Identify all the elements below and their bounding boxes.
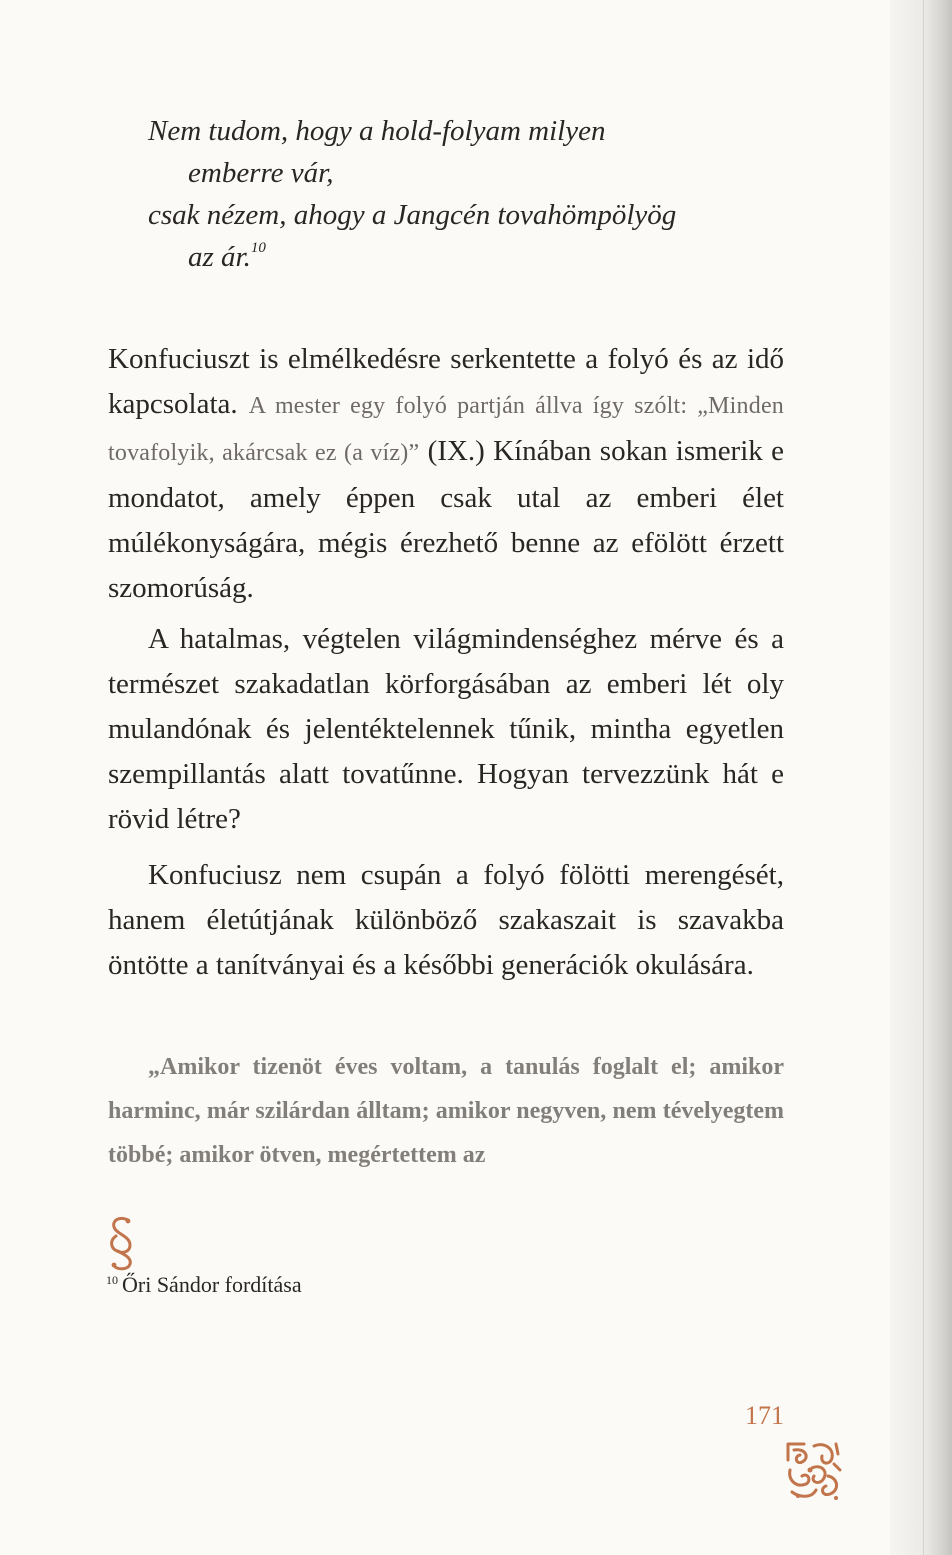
section-sign-icon xyxy=(104,1214,140,1272)
page-number: 171 xyxy=(745,1401,784,1430)
footnote-number: 10 xyxy=(106,1273,118,1287)
footnote xyxy=(106,1272,302,1298)
page-edge xyxy=(890,0,952,1555)
paragraph-1-text xyxy=(108,337,784,611)
paragraph-1-quote: A mester egy folyó partján állva így szólt: „Minden tovafolyik, akárcsak ez (a víz)” xyxy=(108,393,785,466)
poem-line-4 xyxy=(148,236,788,278)
poem-footnote-ref: 10 xyxy=(250,240,266,256)
paragraph-3 xyxy=(108,853,784,988)
floral-ornament-icon xyxy=(784,1440,842,1502)
paragraph-1-end: (IX.) Kínában sokan ismerik e mondatot, amely éppen csak utal az emberi élet múlékonyságára, mégis érezhető benne az efölött érzett szomorúság. xyxy=(108,435,784,604)
paragraph-2-text: A hatalmas, végtelen világmindenséghez mérve és a természet szakadatlan körforgásában az emberi lét oly mulandónak és jelentéktelennek tűnik, mintha egyetlen szempillantás alatt tovatűnne. Hogyan tervezzünk hát e rövid létre? xyxy=(108,623,784,835)
quote-block: „Amikor tizenöt éves voltam, a tanulás foglalt el; amikor harminc, már szilárdan álltam; amikor negyven, nem tévelyegtem többé; amikor ötven, megértettem az xyxy=(108,1054,784,1168)
poem-line-1: Nem tudom, hogy a hold-folyam milyen xyxy=(148,115,606,147)
paragraph-1-start: Konfuciuszt is elmélkedésre serkentette a folyó és az idő kapcsolata. xyxy=(108,343,784,420)
paragraph-3-text: Konfuciusz nem csupán a folyó fölötti merengését, hanem életútjának különböző szakaszait is szavakba öntötte a tanítványai és a későbbi generációk okulására. xyxy=(108,859,784,981)
paragraph-2 xyxy=(108,617,784,842)
poem-line-4-text: az ár. xyxy=(188,241,251,273)
footnote-text: Őri Sándor fordítása xyxy=(122,1272,302,1297)
paragraph-1 xyxy=(108,337,784,611)
page-edge-line xyxy=(923,0,924,1555)
poem xyxy=(148,110,788,278)
poem-line-2: emberre vár, xyxy=(188,157,334,189)
poem-line-3: csak nézem, ahogy a Jangcén tovahömpölyög xyxy=(148,199,677,231)
